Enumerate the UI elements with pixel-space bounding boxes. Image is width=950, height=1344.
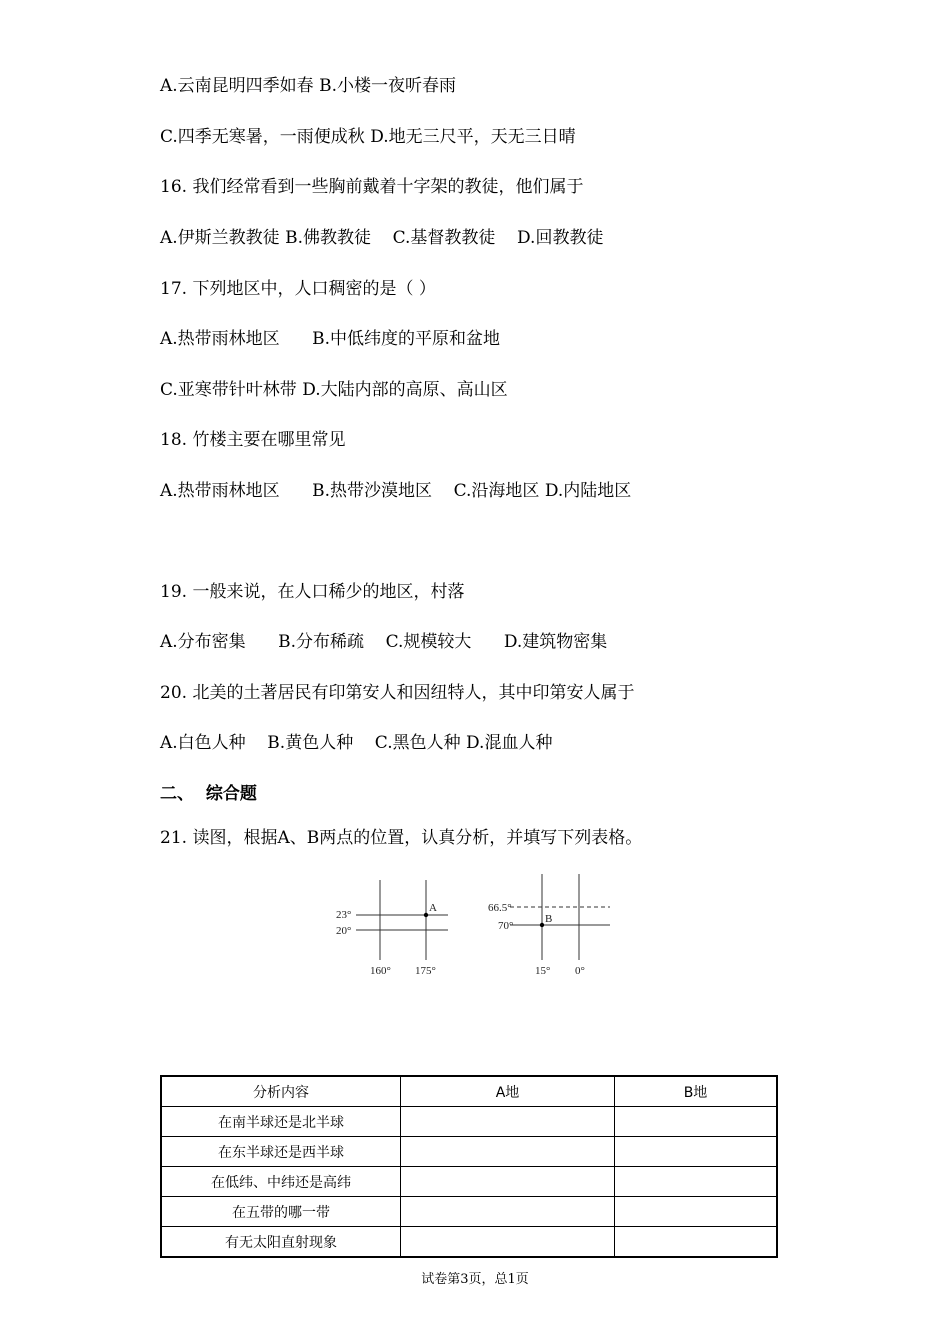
row-label: 在五带的哪一带 [161,1197,401,1227]
q19-stem: 19. 一般来说，在人口稀少的地区，村落 [160,582,465,602]
answer-table [160,1075,778,1258]
table-row [161,1107,777,1137]
row-label: 有无太阳直射现象 [161,1227,401,1258]
q18-stem: 18. 竹楼主要在哪里常见 [160,430,346,450]
grid-a-lat-2: 20° [336,925,352,937]
answer-cell-b[interactable] [615,1107,778,1137]
grid-a-lat-1: 23° [336,909,352,921]
table-header: B地 [615,1076,778,1107]
table-row [161,1227,777,1258]
grid-b-lat-1: 66.5° [488,902,512,914]
table-header-row [161,1076,777,1107]
table-row [161,1137,777,1167]
answer-cell-a[interactable] [401,1227,615,1258]
answer-cell-b[interactable] [615,1137,778,1167]
answer-cell-b[interactable] [615,1167,778,1197]
grid-b-lat-2: 70° [498,920,514,932]
grid-b-lon-1: 15° [535,965,551,977]
q21-stem: 21. 读图，根据A、B两点的位置，认真分析，并填写下列表格。 [160,828,643,848]
row-label: 在东半球还是西半球 [161,1137,401,1167]
q16-options: A.伊斯兰教教徒 B.佛教教徒 C.基督教教徒 D.回教教徒 [160,228,604,248]
q20-options: A.白色人种 B.黄色人种 C.黑色人种 D.混血人种 [160,733,553,753]
grid-a [336,880,448,977]
answer-cell-a[interactable] [401,1137,615,1167]
table-row [161,1197,777,1227]
point-b-label: B [545,913,553,925]
table-row [161,1167,777,1197]
point-a-label: A [429,902,437,914]
q17-options-ab: A.热带雨林地区 B.中低纬度的平原和盆地 [160,329,500,349]
answer-cell-a[interactable] [401,1167,615,1197]
q20-stem: 20. 北美的土著居民有印第安人和因纽特人，其中印第安人属于 [160,683,635,703]
answer-cell-b[interactable] [615,1197,778,1227]
table-header: 分析内容 [161,1076,401,1107]
row-label: 在低纬、中纬还是高纬 [161,1167,401,1197]
answer-cell-a[interactable] [401,1197,615,1227]
q17-stem: 17. 下列地区中，人口稠密的是（ ） [160,279,436,299]
latlon-figure [330,868,620,980]
row-label: 在南半球还是北半球 [161,1107,401,1137]
q19-options: A.分布密集 B.分布稀疏 C.规模较大 D.建筑物密集 [160,632,608,652]
q16-stem: 16. 我们经常看到一些胸前戴着十字架的教徒，他们属于 [160,177,584,197]
table-header: A地 [401,1076,615,1107]
grid-b [488,874,610,977]
section-heading: 二、 综合题 [160,784,257,804]
q15-options-cd: C.四季无寒暑，一雨便成秋 D.地无三尺平，天无三日晴 [160,127,576,147]
answer-cell-b[interactable] [615,1227,778,1258]
answer-cell-a[interactable] [401,1107,615,1137]
q17-options-cd: C.亚寒带针叶林带 D.大陆内部的高原、高山区 [160,380,508,400]
grid-b-lon-2: 0° [575,965,585,977]
grid-a-lon-2: 175° [415,965,436,977]
grid-a-lon-1: 160° [370,965,391,977]
q15-options-ab: A.云南昆明四季如春 B.小楼一夜听春雨 [160,76,456,96]
q18-options: A.热带雨林地区 B.热带沙漠地区 C.沿海地区 D.内陆地区 [160,481,632,501]
page-footer: 试卷第3页，总1页 [421,1272,529,1287]
